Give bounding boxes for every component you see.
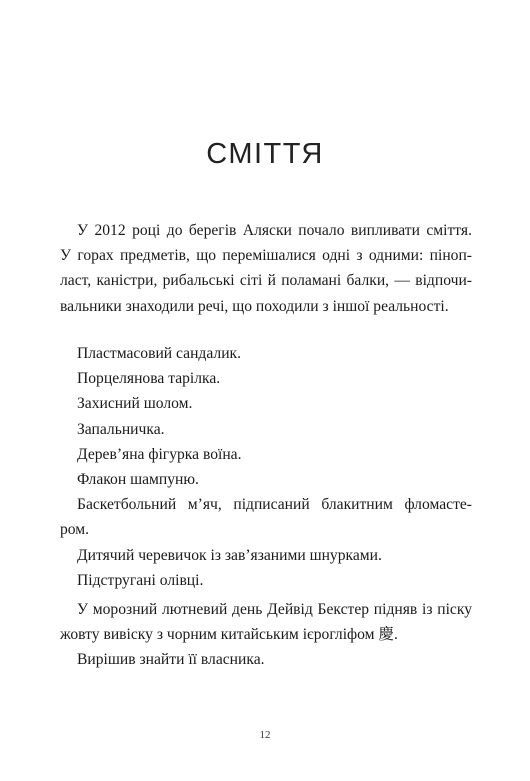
text-line: жовту вивіску з чорним китайським ієрогліфом 慶. xyxy=(60,626,398,644)
list-item: Дерев’яна фігурка воїна. xyxy=(77,445,242,463)
list-item: Пластмасовий сандалик. xyxy=(77,345,242,362)
text-line: Вирішив знайти її власника. xyxy=(77,651,265,669)
list-item: Підстругані олівці. xyxy=(77,571,204,589)
text-line: У горах предметів, що перемішалися одні з одними: піноп- xyxy=(60,247,472,265)
text-line: ласт, каністри, рибальські сіті й поламані балки, — відпочи- xyxy=(60,272,472,290)
list-item: Захисний шолом. xyxy=(77,395,193,413)
items-list xyxy=(60,341,472,593)
closing-paragraph xyxy=(60,597,472,673)
chapter-title: СМІТТЯ xyxy=(206,138,324,170)
list-item: Запальничка. xyxy=(77,420,165,438)
list-item: Дитячий черевичок із зав’язаними шнурками. xyxy=(77,546,382,564)
list-item: Порцелянова тарілка. xyxy=(77,370,221,388)
text-line: У морозний лютневий день Дейвід Бекстер підняв із піску xyxy=(77,601,472,618)
list-item-continuation: ром. xyxy=(60,521,90,539)
text-line: У 2012 році до берегів Аляски почало випливати сміття. xyxy=(77,222,472,239)
list-item: Флакон шампуню. xyxy=(77,471,199,489)
intro-paragraph xyxy=(60,218,472,319)
list-item: Баскетбольний м’яч, підписаний блакитним фломасте- xyxy=(77,496,472,514)
page-number: 12 xyxy=(259,729,271,741)
text-line: вальники знаходили речі, що походили з іншої реальності. xyxy=(60,297,449,315)
